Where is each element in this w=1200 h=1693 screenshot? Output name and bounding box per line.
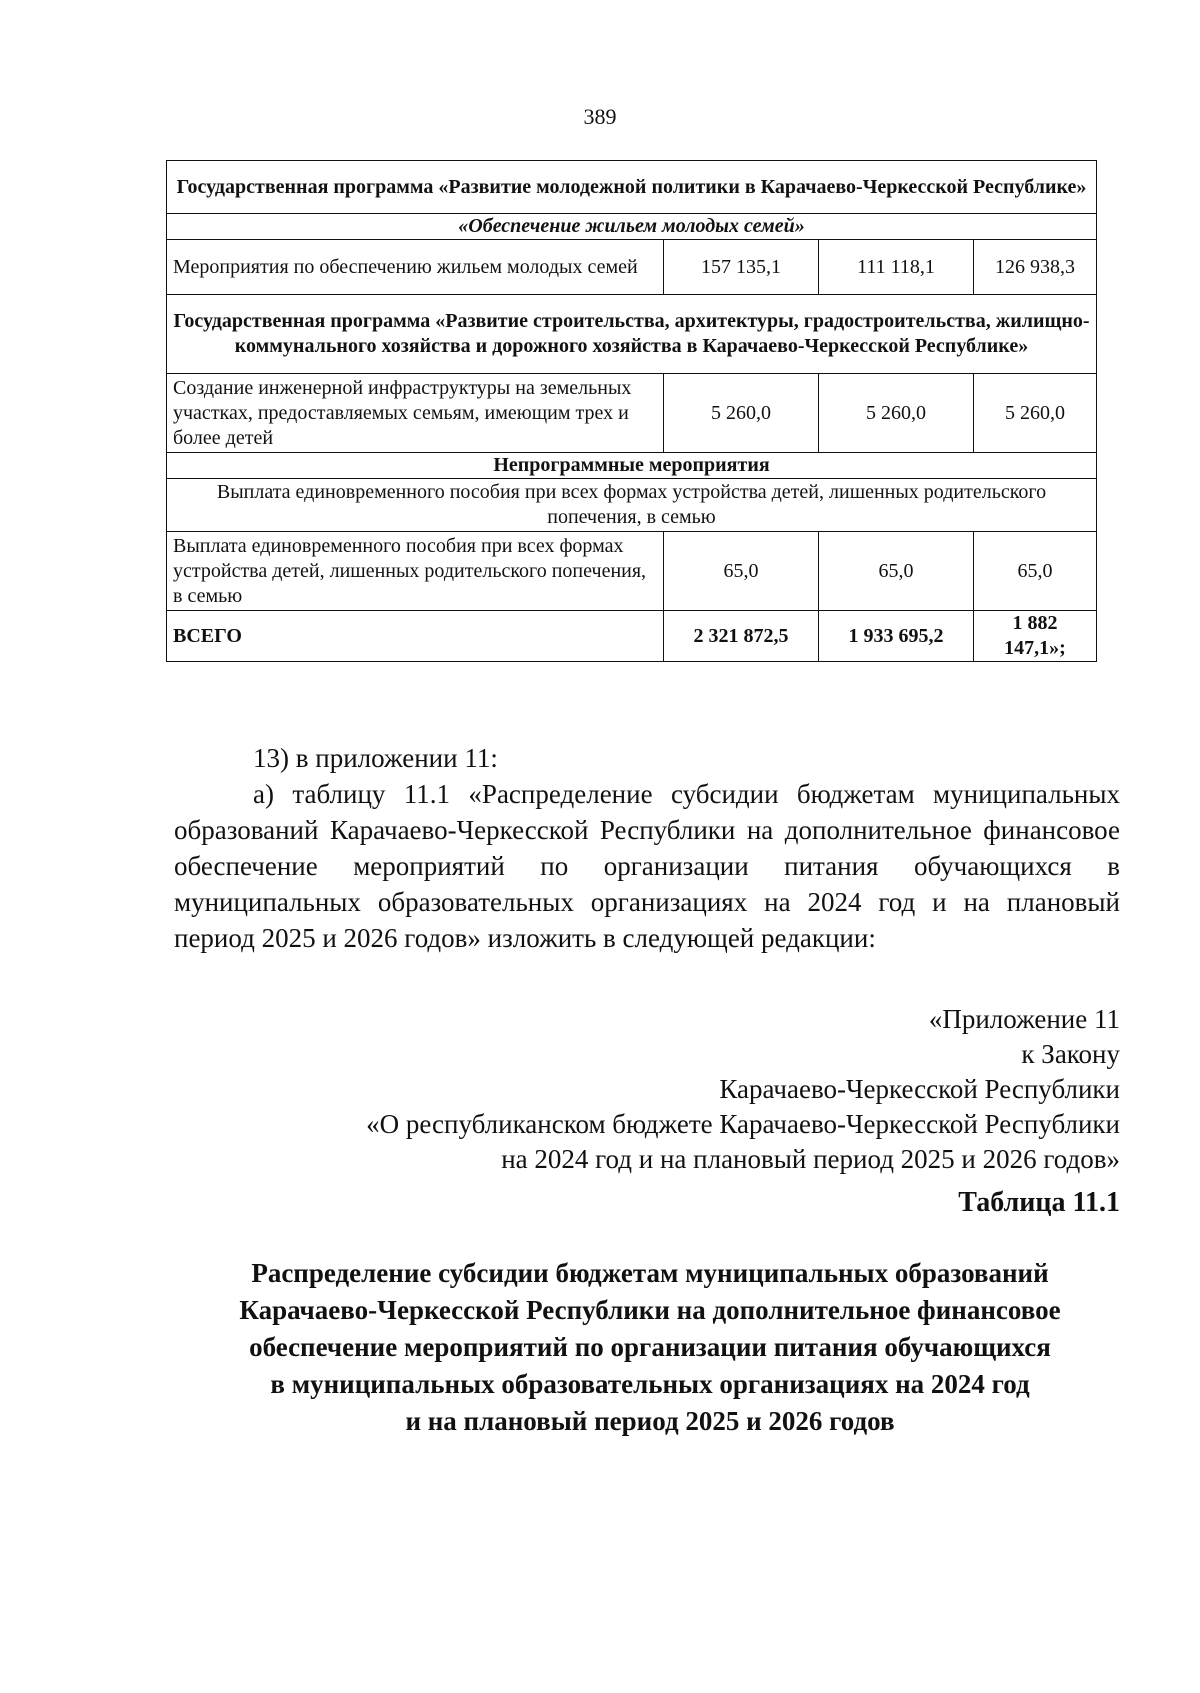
row-label: Мероприятия по обеспечению жильем молодых семей: [167, 240, 664, 295]
program-title: Государственная программа «Развитие молодежной политики в Карачаево-Черкесской Республике»: [167, 161, 1097, 214]
paragraph-a: а) таблицу 11.1 «Распределение субсидии бюджетам муниципальных образований Карачаево-Черкесской Республики на дополнительное финансовое обеспечение мероприятий по организации питания обучающихся в муниципальных образовательных организациях на 2024 год и на плановый период 2025 и 2026 годов» изложить в следующей редакции:: [174, 779, 1120, 953]
value-2024: 5 260,0: [664, 374, 819, 453]
table-title-line: Карачаево-Черкесской Республики на дополнительное финансовое: [239, 1295, 1061, 1325]
value-2024: 157 135,1: [664, 240, 819, 295]
appendix-line: «О республиканском бюджете Карачаево-Черкесской Республики: [366, 1109, 1120, 1139]
table-title-line: обеспечение мероприятий по организации питания обучающихся: [249, 1332, 1051, 1362]
row-label: Создание инженерной инфраструктуры на земельных участках, предоставляемых семьям, имеющим трех и более детей: [167, 374, 664, 453]
value-2026: 5 260,0: [974, 374, 1097, 453]
table-row: [167, 295, 1097, 374]
table-row: [167, 453, 1097, 479]
row-label: Выплата единовременного пособия при всех формах устройства детей, лишенных родительского попечения, в семью: [167, 532, 664, 611]
table-row: [167, 214, 1097, 240]
table-row: [167, 374, 1097, 453]
table-label: Таблица 11.1: [958, 1187, 1120, 1218]
appendix-line: «Приложение 11: [928, 1004, 1120, 1034]
program-title: Государственная программа «Развитие строительства, архитектуры, градостроительства, жилищно-коммунального хозяйства и дорожного хозяйства в Карачаево-Черкесской Республике»: [167, 295, 1097, 374]
table-row: [167, 532, 1097, 611]
value-2024: 65,0: [664, 532, 819, 611]
value-2025: 65,0: [819, 532, 974, 611]
value-2026: 65,0: [974, 532, 1097, 611]
value-2025: 5 260,0: [819, 374, 974, 453]
appendix-reference: [220, 1002, 1120, 1177]
table-row: [167, 240, 1097, 295]
value-2025: 111 118,1: [819, 240, 974, 295]
total-label: ВСЕГО: [167, 611, 664, 662]
table-row-total: [167, 611, 1097, 662]
appendix-line: на 2024 год и на плановый период 2025 и 2026 годов»: [501, 1144, 1120, 1174]
table-title-line: Распределение субсидии бюджетам муниципальных образований: [251, 1258, 1049, 1288]
table-title-line: и на плановый период 2025 и 2026 годов: [405, 1406, 895, 1436]
table-title: [160, 1255, 1140, 1440]
nonprogram-title: Непрограммные мероприятия: [167, 453, 1097, 479]
table-row: [167, 479, 1097, 532]
page-number: 389: [583, 104, 617, 129]
appendix-line: Карачаево-Черкесской Республики: [719, 1074, 1120, 1104]
program-subtitle: «Обеспечение жильем молодых семей»: [167, 214, 1097, 240]
total-2024: 2 321 872,5: [664, 611, 819, 662]
value-2026: 126 938,3: [974, 240, 1097, 295]
appendix-line: к Закону: [1021, 1039, 1120, 1069]
table-title-line: в муниципальных образовательных организациях на 2024 год: [270, 1369, 1030, 1399]
table-row: [167, 161, 1097, 214]
nonprogram-subtitle: Выплата единовременного пособия при всех формах устройства детей, лишенных родительского попечения, в семью: [167, 479, 1097, 532]
budget-table: [166, 160, 1097, 662]
paragraph-13: 13) в приложении 11:: [253, 743, 498, 773]
total-2026: 1 882 147,1»;: [974, 611, 1097, 662]
total-2025: 1 933 695,2: [819, 611, 974, 662]
